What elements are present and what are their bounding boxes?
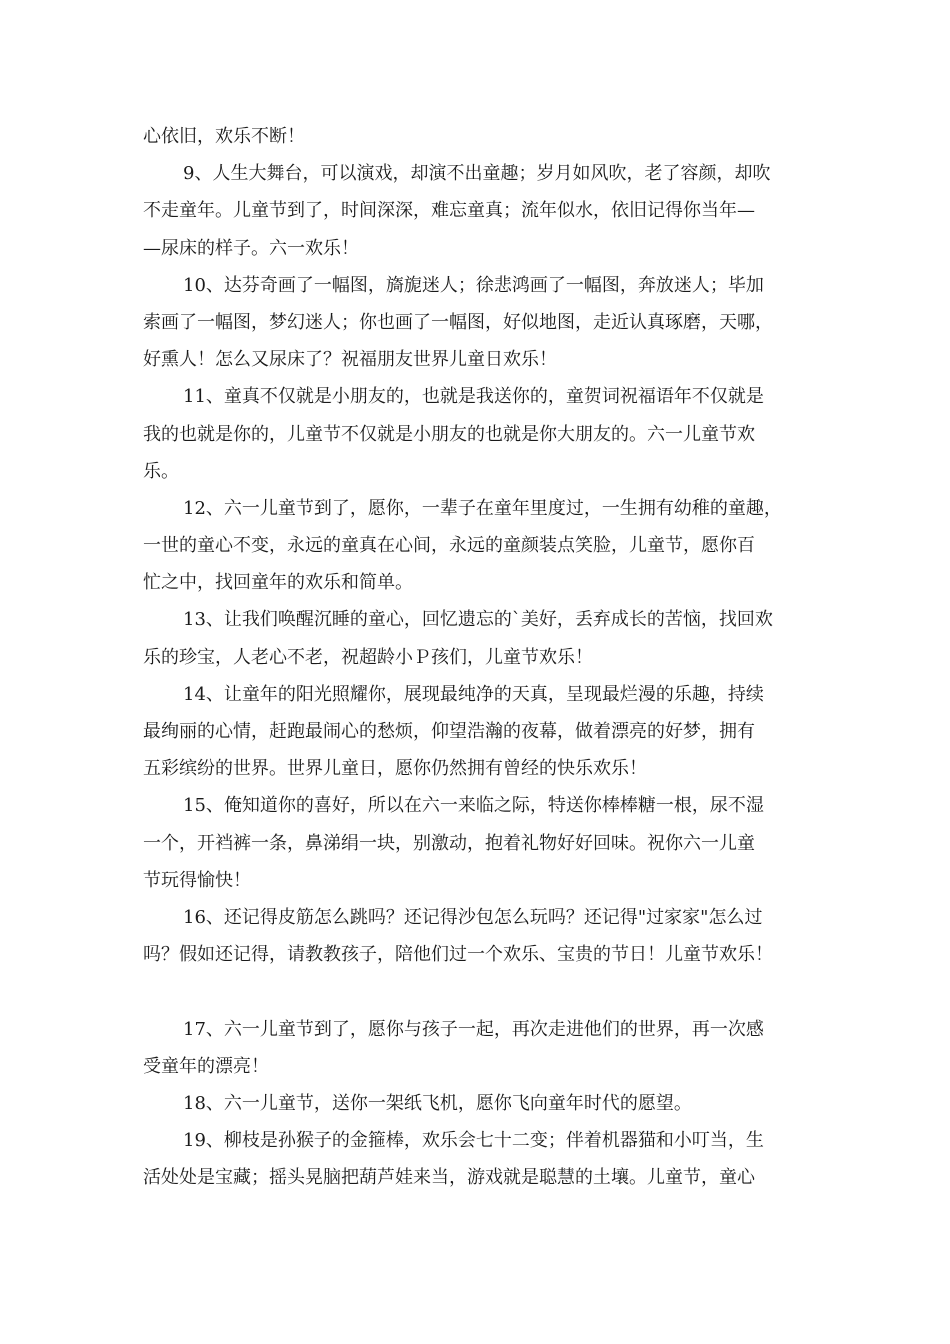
blank-line <box>143 973 823 1010</box>
text-line: 忙之中，找回童年的欢乐和简单。 <box>143 572 413 594</box>
text-line: 15、俺知道你的喜好，所以在六一来临之际，特送你棒棒糖一根，尿不湿 <box>183 795 764 817</box>
text-line: 17、六一儿童节到了，愿你与孩子一起，再次走进他们的世界，再一次感 <box>183 1018 764 1040</box>
text-line: 10、达芬奇画了一幅图，旖旎迷人；徐悲鸿画了一幅图，奔放迷人；毕加 <box>183 274 764 296</box>
paragraph-8-continuation <box>143 118 823 155</box>
text-line: 索画了一幅图，梦幻迷人；你也画了一幅图，好似地图，走近认真琢磨，天哪， <box>143 311 773 333</box>
text-line: 心依旧，欢乐不断！ <box>143 126 305 147</box>
text-line: 12、六一儿童节到了，愿你，一辈子在童年里度过，一生拥有幼稚的童趣， <box>183 497 782 519</box>
body-text <box>143 118 823 1196</box>
paragraph-12 <box>143 490 823 602</box>
text-line: 11、童真不仅就是小朋友的，也就是我送你的，童贺词祝福语年不仅就是 <box>183 386 764 408</box>
text-line: 好熏人！怎么又尿床了？祝福朋友世界儿童日欢乐！ <box>143 349 557 371</box>
paragraph-15 <box>143 787 823 899</box>
text-line: 五彩缤纷的世界。世界儿童日，愿你仍然拥有曾经的快乐欢乐！ <box>143 758 647 780</box>
text-line: 16、还记得皮筋怎么跳吗？还记得沙包怎么玩吗？还记得"过家家"怎么过 <box>183 906 763 928</box>
text-line: 受童年的漂亮！ <box>143 1055 269 1077</box>
text-line: 活处处是宝藏；摇头晃脑把葫芦娃来当，游戏就是聪慧的土壤。儿童节，童心 <box>143 1167 755 1189</box>
text-line: 乐的珍宝，人老心不老，祝超龄小Ｐ孩们，儿童节欢乐！ <box>143 646 593 668</box>
text-line: 乐。 <box>143 460 179 482</box>
paragraph-18 <box>143 1085 823 1122</box>
text-line: 9、人生大舞台，可以演戏，却演不出童趣；岁月如风吹，老了容颜，却吹 <box>183 163 771 185</box>
text-line: 不走童年。儿童节到了，时间深深，难忘童真；流年似水，依旧记得你当年— <box>143 200 755 222</box>
text-line: 13、让我们唤醒沉睡的童心，回忆遗忘的`美好，丢弃成长的苦恼，找回欢 <box>183 609 773 631</box>
text-line: 18、六一儿童节，送你一架纸飞机，愿你飞向童年时代的愿望。 <box>183 1092 692 1114</box>
paragraph-9 <box>143 155 823 267</box>
text-line: 一世的童心不变，永远的童真在心间，永远的童颜装点笑脸，儿童节，愿你百 <box>143 535 755 557</box>
paragraph-13 <box>143 601 823 675</box>
text-line: 吗？假如还记得，请教教孩子，陪他们过一个欢乐、宝贵的节日！儿童节欢乐！ <box>143 944 773 966</box>
text-line: 19、柳枝是孙猴子的金箍棒，欢乐会七十二变；伴着机器猫和小叮当，生 <box>183 1130 764 1152</box>
text-line: 一个，开裆裤一条，鼻涕绢一块，别激动，抱着礼物好好回味。祝你六一儿童 <box>143 832 755 854</box>
paragraph-19 <box>143 1122 823 1196</box>
paragraph-14 <box>143 676 823 788</box>
text-line: 节玩得愉快！ <box>143 869 251 891</box>
text-line: 最绚丽的心情，赶跑最闹心的愁烦，仰望浩瀚的夜幕，做着漂亮的好梦，拥有 <box>143 721 755 742</box>
paragraph-16 <box>143 899 823 973</box>
text-line: 14、让童年的阳光照耀你，展现最纯净的天真，呈现最烂漫的乐趣，持续 <box>183 683 764 705</box>
paragraph-17 <box>143 1011 823 1085</box>
text-line: —尿床的样子。六一欢乐！ <box>143 237 359 259</box>
text-line: 我的也就是你的，儿童节不仅就是小朋友的也就是你大朋友的。六一儿童节欢 <box>143 423 755 445</box>
paragraph-10 <box>143 267 823 379</box>
paragraph-11 <box>143 378 823 490</box>
